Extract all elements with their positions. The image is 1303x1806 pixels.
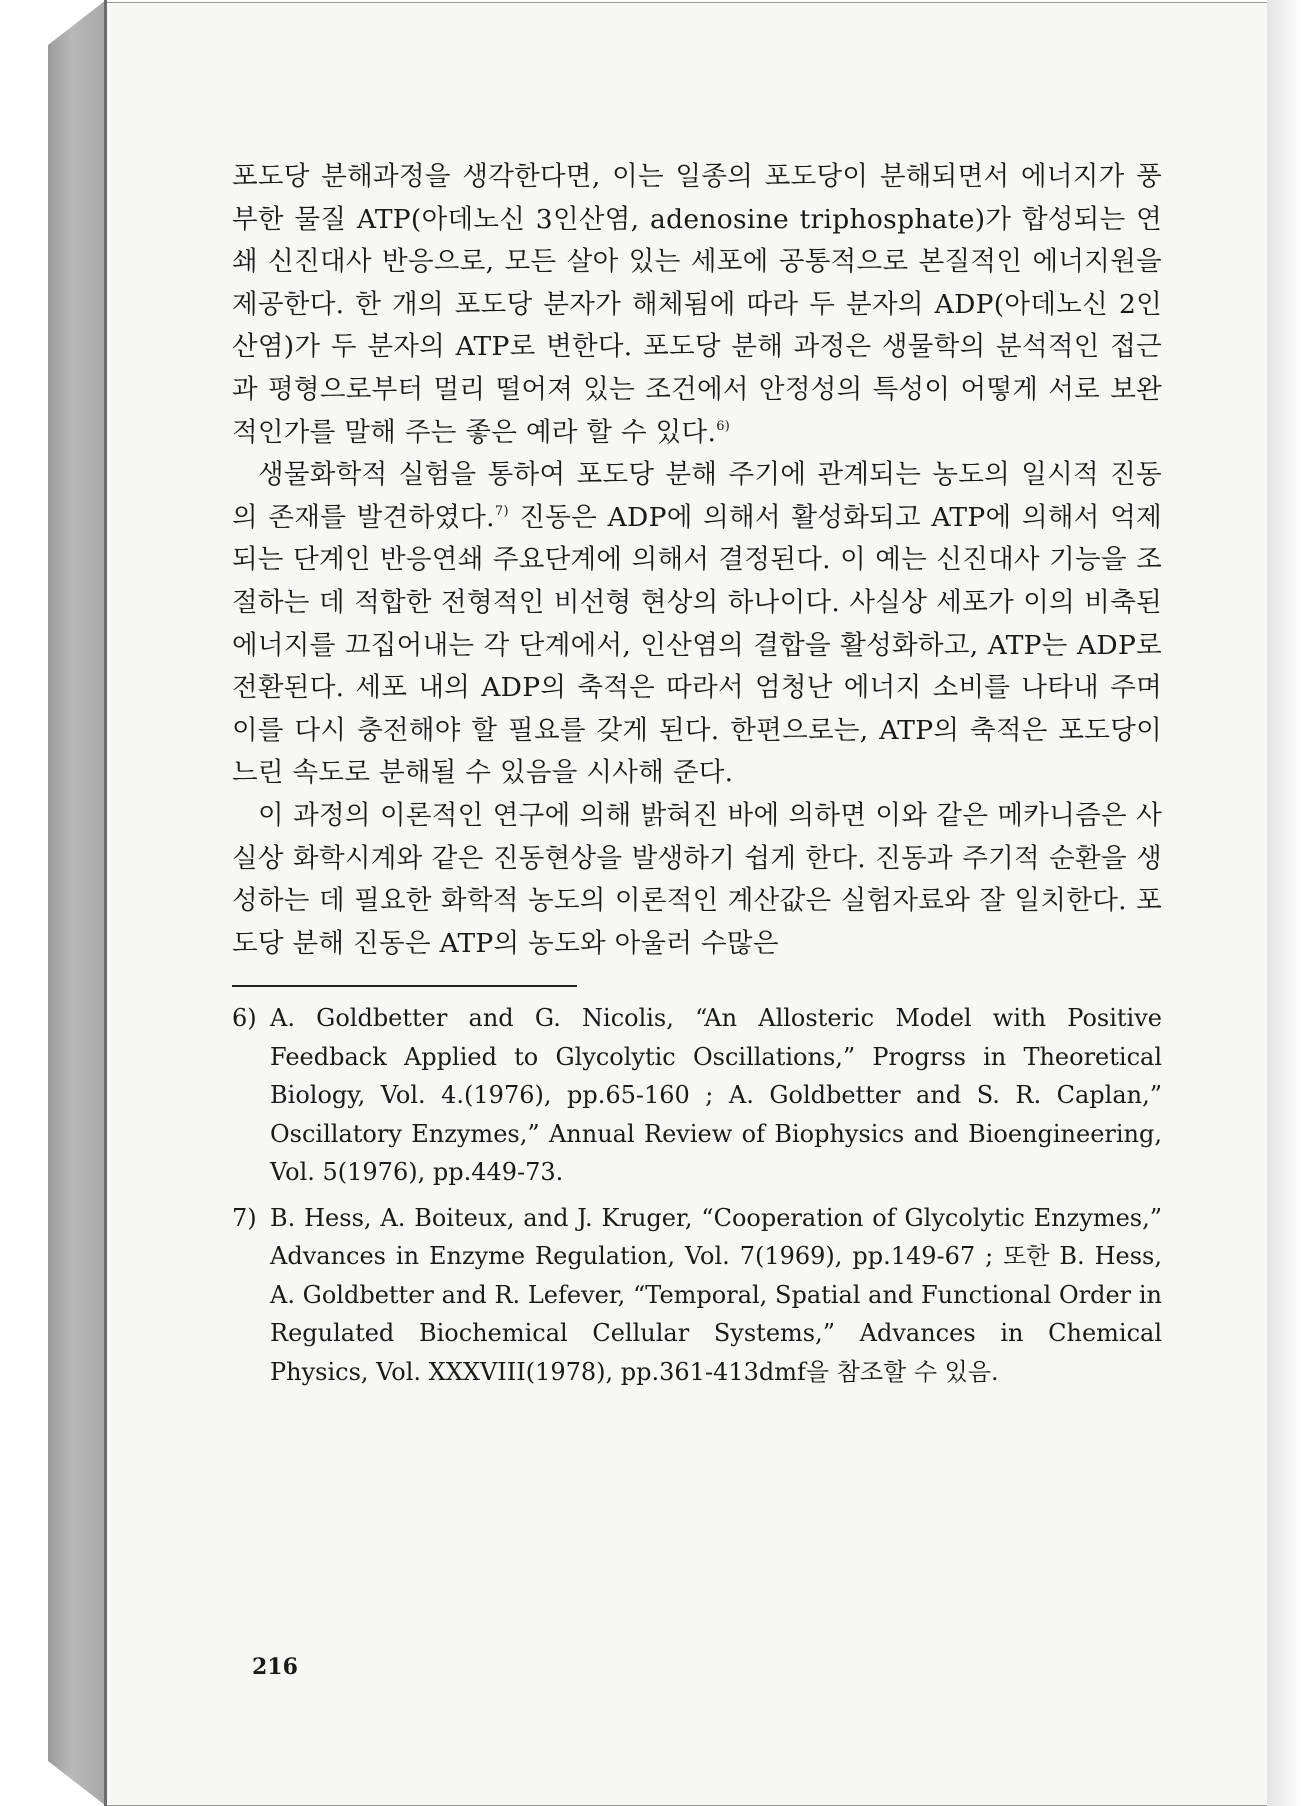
footnote-ref-6[interactable]: 6) [716, 418, 731, 434]
page-number: 216 [252, 1654, 298, 1680]
body-text [232, 156, 1162, 965]
footnote-ref-7[interactable]: 7) [494, 503, 509, 519]
footnote-6-text: A. Goldbetter and G. Nicolis, “An Allosteric Model with Positive Feedback Applied to Glycolytic Oscillations,” Progrss in Theoretical Biology, Vol. 4.(1976), pp.65-160 ; A. Goldbetter and S. R. Caplan,” Oscillatory Enzymes,” Annual Review of Biophysics and Bioengineering, Vol. 5(1976), pp.449-73. [270, 1004, 1162, 1187]
book-spine [48, 0, 106, 1806]
footnote-6 [232, 999, 1162, 1192]
footnotes [232, 999, 1162, 1391]
footnote-7-text: B. Hess, A. Boiteux, and J. Kruger, “Cooperation of Glycolytic Enzymes,” Advances in Enzyme Regulation, Vol. 7(1969), pp.149-67 ; 또한 B. Hess, A. Goldbetter and R. Lefever, “Temporal, Spatial and Functional Order in Regulated Biochemical Cellular Systems,” Advances in Chemical Physics, Vol. XXXVIII(1978), pp.361-413dmf을 참조할 수 있음. [270, 1203, 1162, 1386]
paragraph-2-text-a: 생물화학적 실험을 통하여 포도당 분해 주기에 관계되는 농도의 일시적 진동의 존재를 발견하였다. [232, 459, 1162, 533]
paragraph-1 [232, 156, 1162, 454]
paragraph-2 [232, 454, 1162, 795]
paragraph-3 [232, 795, 1162, 965]
page-content [232, 156, 1162, 1398]
page-shadow [1267, 0, 1303, 1806]
footnote-7 [232, 1199, 1162, 1392]
footnote-divider [232, 985, 577, 987]
paragraph-3-text: 이 과정의 이론적인 연구에 의해 밝혀진 바에 의하면 이와 같은 메카니즘은 사실상 화학시계와 같은 진동현상을 발생하기 쉽게 한다. 진동과 주기적 순환을 생성하는 데 필요한 화학적 농도의 이론적인 계산값은 실험자료와 잘 일치한다. 포도당 분해 진동은 ATP의 농도와 아울러 수많은 [232, 799, 1162, 959]
paragraph-2-text-b: 진동은 ADP에 의해서 활성화되고 ATP에 의해서 억제되는 단계인 반응연쇄 주요단계에 의해서 결정된다. 이 예는 신진대사 기능을 조절하는 데 적합한 전형적인 비선형 현상의 하나이다. 사실상 세포가 이의 비축된 에너지를 끄집어내는 각 단계에서, 인산염의 결합을 활성화하고, ATP는 ADP로 전환된다. 세포 내의 ADP의 축적은 따라서 엄청난 에너지 소비를 나타내 주며 이를 다시 충전해야 할 필요를 갖게 된다. 한편으로는, ATP의 축적은 포도당이 느린 속도로 분해될 수 있음을 시사해 준다. [232, 501, 1162, 789]
paragraph-1-text: 포도당 분해과정을 생각한다면, 이는 일종의 포도당이 분해되면서 에너지가 풍부한 물질 ATP(아데노신 3인산염, adenosine triphosphate)가 합성되는 연쇄 신진대사 반응으로, 모든 살아 있는 세포에 공통적으로 본질적인 에너지원을 제공한다. 한 개의 포도당 분자가 해체됨에 따라 두 분자의 ADP(아데노신 2인산염)가 두 분자의 ATP로 변한다. 포도당 분해 과정은 생물학의 분석적인 접근과 평형으로부터 멀리 떨어져 있는 조건에서 안정성의 특성이 어떻게 서로 보완적인가를 말해 주는 좋은 예라 할 수 있다. [232, 161, 1162, 448]
footnote-7-number: 7) [232, 1203, 257, 1232]
footnote-6-number: 6) [232, 1004, 257, 1033]
